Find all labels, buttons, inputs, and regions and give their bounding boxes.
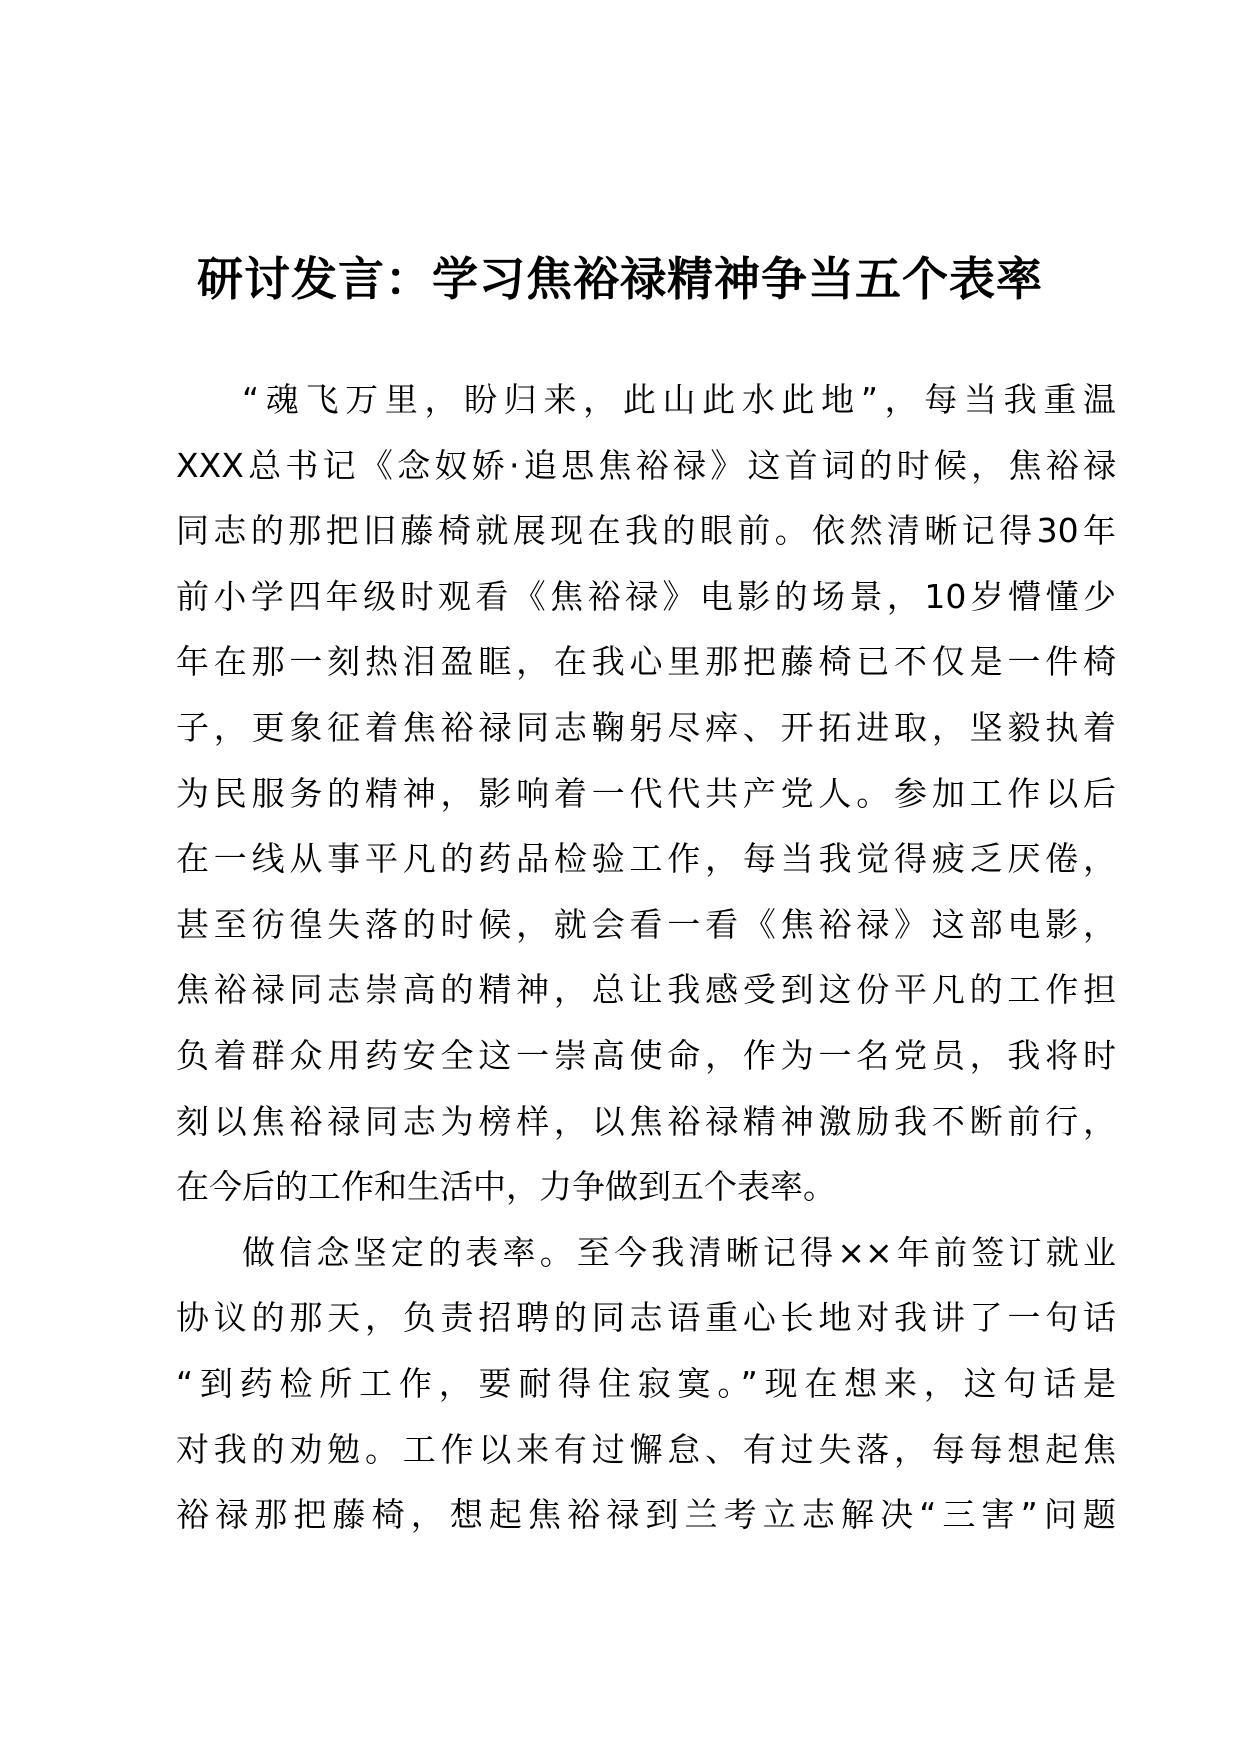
paragraph-1-line-7: 为民服务的精神，影响着一代代共产党人。参加工作以后 — [176, 773, 1116, 813]
paragraph-2-line-2: 协议的那天，负责招聘的同志语重心长地对我讲了一句话 — [176, 1298, 1116, 1338]
paragraph-1-line-13: 在今后的工作和生活中，力争做到五个表率。 — [176, 1167, 836, 1207]
paragraph-1-line-9: 甚至彷徨失落的时候，就会看一看《焦裕禄》这部电影， — [176, 904, 1116, 944]
paragraph-1-line-5: 年在那一刻热泪盈眶，在我心里那把藤椅已不仅是一件椅 — [176, 642, 1116, 682]
paragraph-1-line-4: 前小学四年级时观看《焦裕禄》电影的场景，10岁懵懂少 — [176, 576, 1116, 616]
paragraph-1-line-8: 在一线从事平凡的药品检验工作，每当我觉得疲乏厌倦， — [176, 839, 1116, 879]
paragraph-1-line-11: 负着群众用药安全这一崇高使命，作为一名党员，我将时 — [176, 1035, 1116, 1075]
paragraph-2-line-1: 做信念坚定的表率。至今我清晰记得××年前签订就业 — [242, 1232, 1116, 1272]
document-body — [176, 367, 1116, 1548]
paragraph-1-line-12: 刻以焦裕禄同志为榜样，以焦裕禄精神激励我不断前行， — [176, 1101, 1116, 1141]
paragraph-2-line-4: 对我的劝勉。工作以来有过懈怠、有过失落，每每想起焦 — [176, 1429, 1116, 1469]
paragraph-1-line-1: “魂飞万里，盼归来，此山此水此地”，每当我重温 — [242, 380, 1116, 419]
paragraph-1-line-3: 同志的那把旧藤椅就展现在我的眼前。依然清晰记得30年 — [176, 511, 1116, 551]
paragraph-2-line-3: “到药检所工作，要耐得住寂寞。”现在想来，这句话是 — [176, 1363, 1116, 1403]
paragraph-2-line-5: 裕禄那把藤椅，想起焦裕禄到兰考立志解决“三害”问题 — [176, 1495, 1116, 1535]
paragraph-1-line-2: XXX总书记《念奴娇·追思焦裕禄》这首词的时候，焦裕禄 — [176, 445, 1116, 485]
paragraph-1-line-6: 子，更象征着焦裕禄同志鞠躬尽瘁、开拓进取，坚毅执着 — [176, 707, 1116, 747]
document-title: 研讨发言：学习焦裕禄精神争当五个表率 — [197, 252, 1043, 306]
paragraph-1-line-10: 焦裕禄同志崇高的精神，总让我感受到这份平凡的工作担 — [176, 970, 1116, 1010]
